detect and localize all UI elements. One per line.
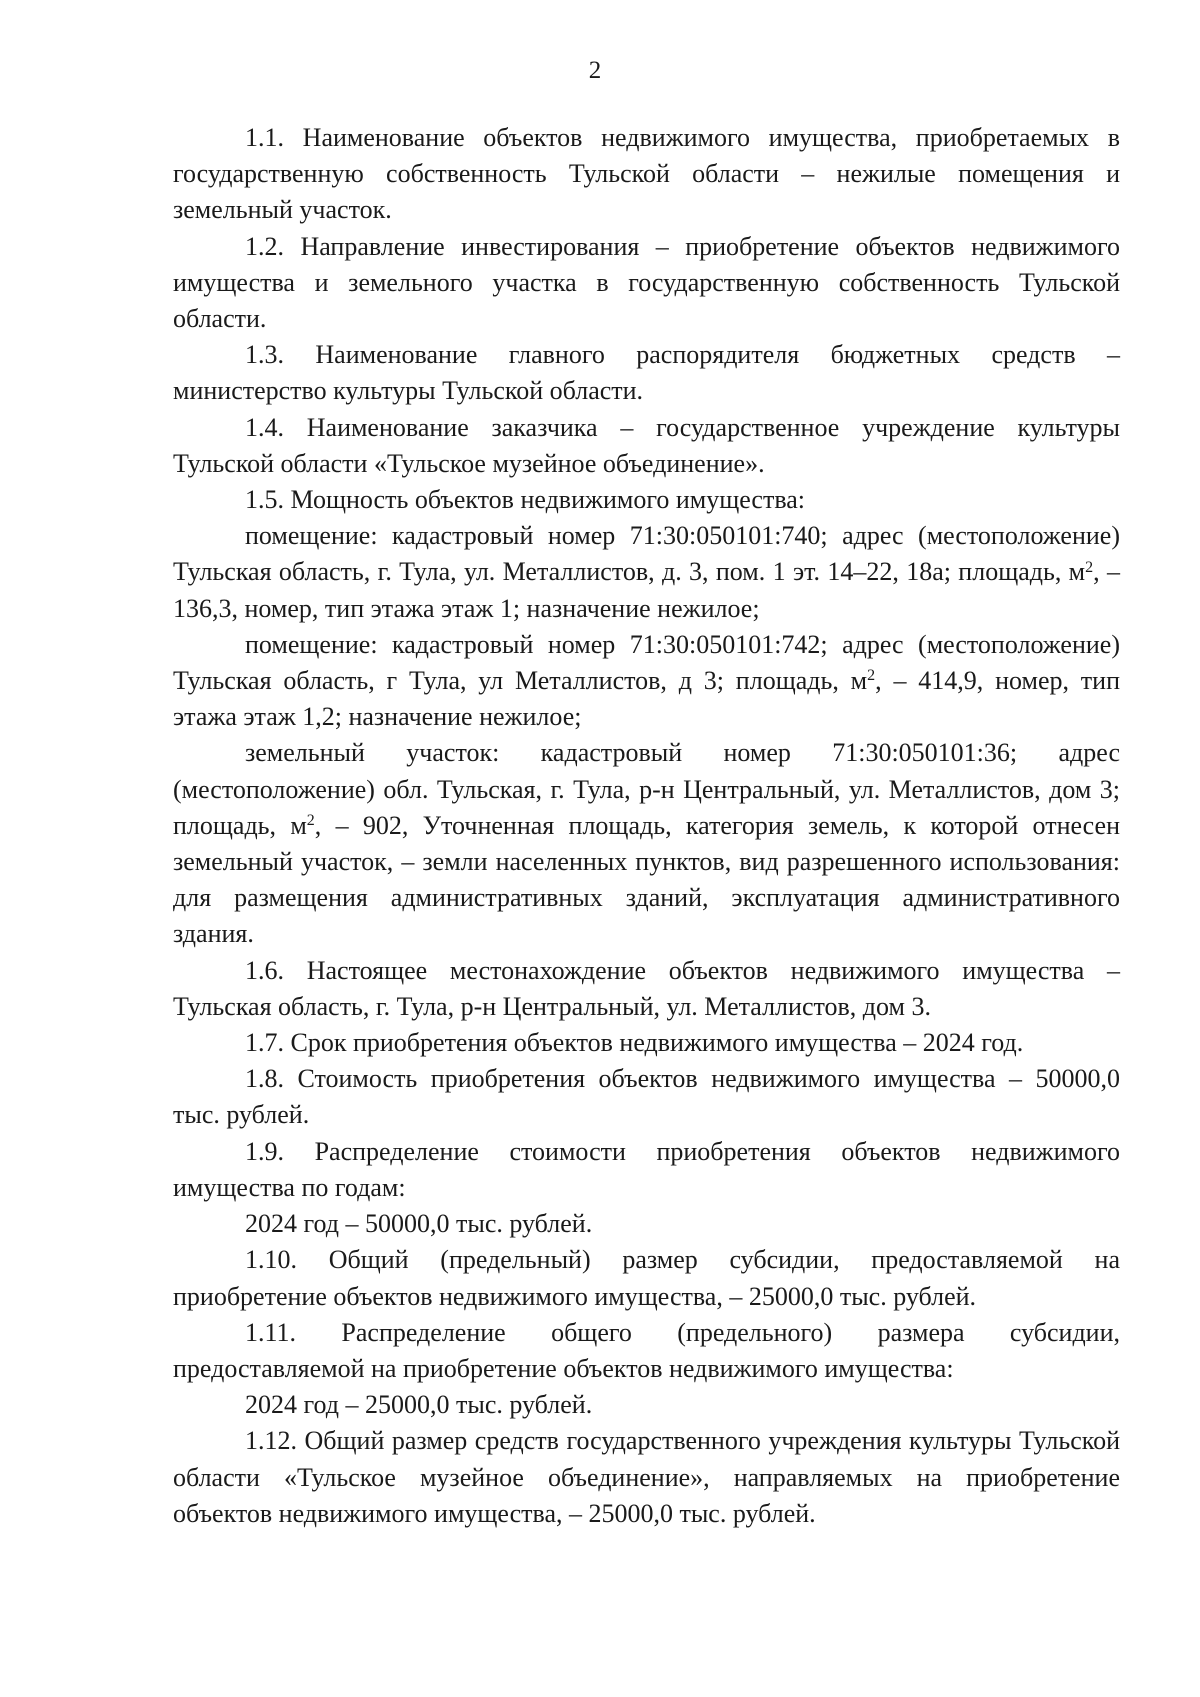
paragraph-1-7: 1.7. Срок приобретения объектов недвижимого имущества – 2024 год. [245, 1028, 1024, 1058]
square-unit-superscript: 2 [867, 667, 876, 685]
paragraph-1-10: 1.10. Общий (предельный) размер субсидии, предоставляемой на приобретение объектов недвижимого имущества, – 25000,0 тыс. рублей. [173, 1245, 1120, 1311]
paragraph-1-1: 1.1. Наименование объектов недвижимого имущества, приобретаемых в государственную собственность Тульской области – нежилые помещения и земельный участок. [173, 123, 1120, 225]
paragraph-1-5-land-plot [173, 735, 1120, 952]
paragraph-1-3: 1.3. Наименование главного распорядителя бюджетных средств – министерство культуры Тульской области. [173, 340, 1120, 406]
premises-742-text: помещение: кадастровый номер 71:30:050101:742; адрес (местоположение) Тульская область, г Тула, ул Металлистов, д 3; площадь, м [173, 629, 1120, 696]
premises-742-area: , – 414,9, номер, тип этажа этаж 1,2; назначение нежилое; [173, 666, 1120, 732]
premises-740-text: помещение: кадастровый номер 71:30:050101:740; адрес (местоположение) Тульская область, г. Тула, ул. Металлистов, д. 3, пом. 1 эт. 14–22, 18а; площадь, м [173, 521, 1120, 587]
paragraph-1-5: 1.5. Мощность объектов недвижимого имущества: [245, 485, 806, 515]
paragraph-1-4: 1.4. Наименование заказчика – государственное учреждение культуры Тульской области «Тульское музейное объединение». [173, 412, 1120, 478]
paragraph-1-9: 1.9. Распределение стоимости приобретения объектов недвижимого имущества по годам: [173, 1136, 1120, 1202]
paragraph-1-6: 1.6. Настоящее местонахождение объектов недвижимого имущества – Тульская область, г. Тула, р-н Центральный, ул. Металлистов, дом 3. [173, 955, 1120, 1021]
paragraph-1-11-year-2024: 2024 год – 25000,0 тыс. рублей. [245, 1390, 593, 1420]
paragraph-1-12: 1.12. Общий размер средств государственного учреждения культуры Тульской области «Тульское музейное объединение», направляемых на приобретение объектов недвижимого имущества, – 25000,0 тыс. рублей. [173, 1426, 1120, 1528]
paragraph-1-5-premises-740 [173, 518, 1120, 627]
premises-740-area: , – 136,3, номер, тип этажа этаж 1; назначение нежилое; [173, 557, 1120, 623]
paragraph-1-9-year-2024: 2024 год – 50000,0 тыс. рублей. [245, 1209, 593, 1239]
page-number: 2 [588, 57, 602, 84]
paragraph-1-2: 1.2. Направление инвестирования – приобретение объектов недвижимого имущества и земельного участка в государственную собственность Тульской области. [173, 231, 1120, 334]
land-plot-text: земельный участок: кадастровый номер 71:30:050101:36; адрес (местоположение) обл. Тульская, г. Тула, р-н Центральный, ул. Металлистов, дом 3; площадь, м [173, 738, 1120, 840]
document-body [173, 120, 1120, 1532]
land-plot-area: , – 902, Уточненная площадь, категория земель, к которой отнесен земельный участок, – земли населенных пунктов, вид разрешенного использования: для размещения административных зданий, эксплуатация административного здания. [173, 810, 1120, 949]
square-unit-superscript: 2 [306, 812, 315, 830]
paragraph-1-5-premises-742 [173, 627, 1120, 736]
paragraph-1-11: 1.11. Распределение общего (предельного) размера субсидии, предоставляемой на приобретение объектов недвижимого имущества: [173, 1317, 1120, 1383]
square-unit-superscript: 2 [1085, 558, 1094, 576]
paragraph-1-8: 1.8. Стоимость приобретения объектов недвижимого имущества – 50000,0 тыс. рублей. [173, 1064, 1120, 1130]
